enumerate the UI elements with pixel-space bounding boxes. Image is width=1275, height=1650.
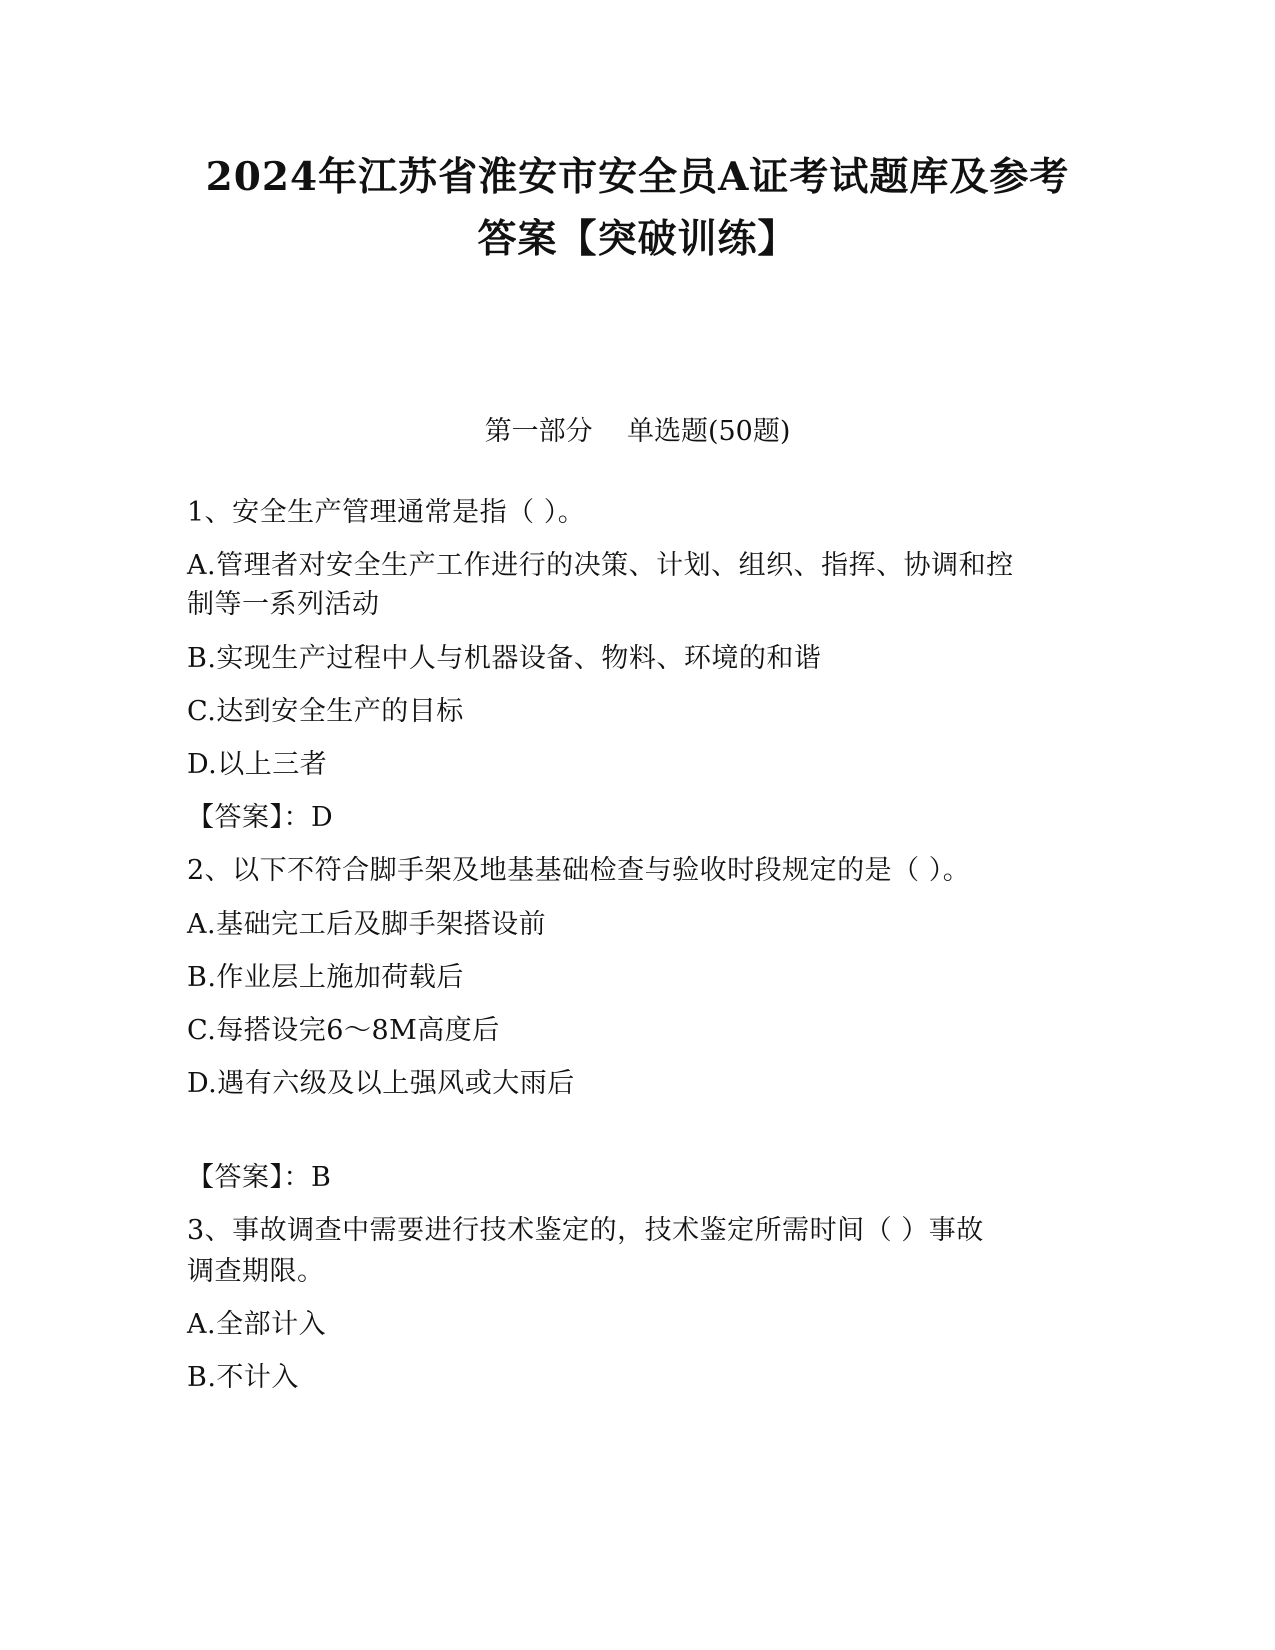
- question-1-option-c: C.达到安全生产的目标: [187, 696, 464, 727]
- question-1-option-b: B.实现生产过程中人与机器设备、物料、环境的和谐: [187, 643, 822, 674]
- question-2-option-a: A.基础完工后及脚手架搭设前: [187, 909, 547, 940]
- question-3-option-a: A.全部计入: [187, 1309, 327, 1340]
- section-heading: 第一部分 单选题(50题): [484, 416, 791, 447]
- question-2-option-d: D.遇有六级及以上强风或大雨后: [187, 1068, 575, 1099]
- question-1-option-a: A.管理者对安全生产工作进行的决策、计划、组织、指挥、协调和控: [187, 550, 1014, 581]
- question-1-answer: 【答案】：D: [187, 802, 334, 833]
- question-1-option-a-continued: 制等一系列活动: [187, 589, 380, 620]
- document-title-line-2: 答案【突破训练】: [477, 216, 798, 262]
- question-1-option-d: D.以上三者: [187, 749, 328, 780]
- question-3-stem-continued: 调查期限。: [187, 1256, 325, 1287]
- question-3-stem: 3、事故调查中需要进行技术鉴定的，技术鉴定所需时间（ ）事故: [187, 1215, 984, 1246]
- question-2-stem: 2、以下不符合脚手架及地基基础检查与验收时段规定的是（ ）。: [187, 855, 971, 886]
- question-3-option-b: B.不计入: [187, 1362, 299, 1393]
- question-2-option-c: C.每搭设完6～8M高度后: [187, 1015, 500, 1046]
- question-2-answer: 【答案】：B: [187, 1162, 332, 1193]
- document-title-line-1: 2024年江苏省淮安市安全员A证考试题库及参考: [205, 154, 1070, 200]
- question-1-stem: 1、安全生产管理通常是指（ ）。: [187, 497, 586, 528]
- question-2-option-b: B.作业层上施加荷载后: [187, 962, 464, 993]
